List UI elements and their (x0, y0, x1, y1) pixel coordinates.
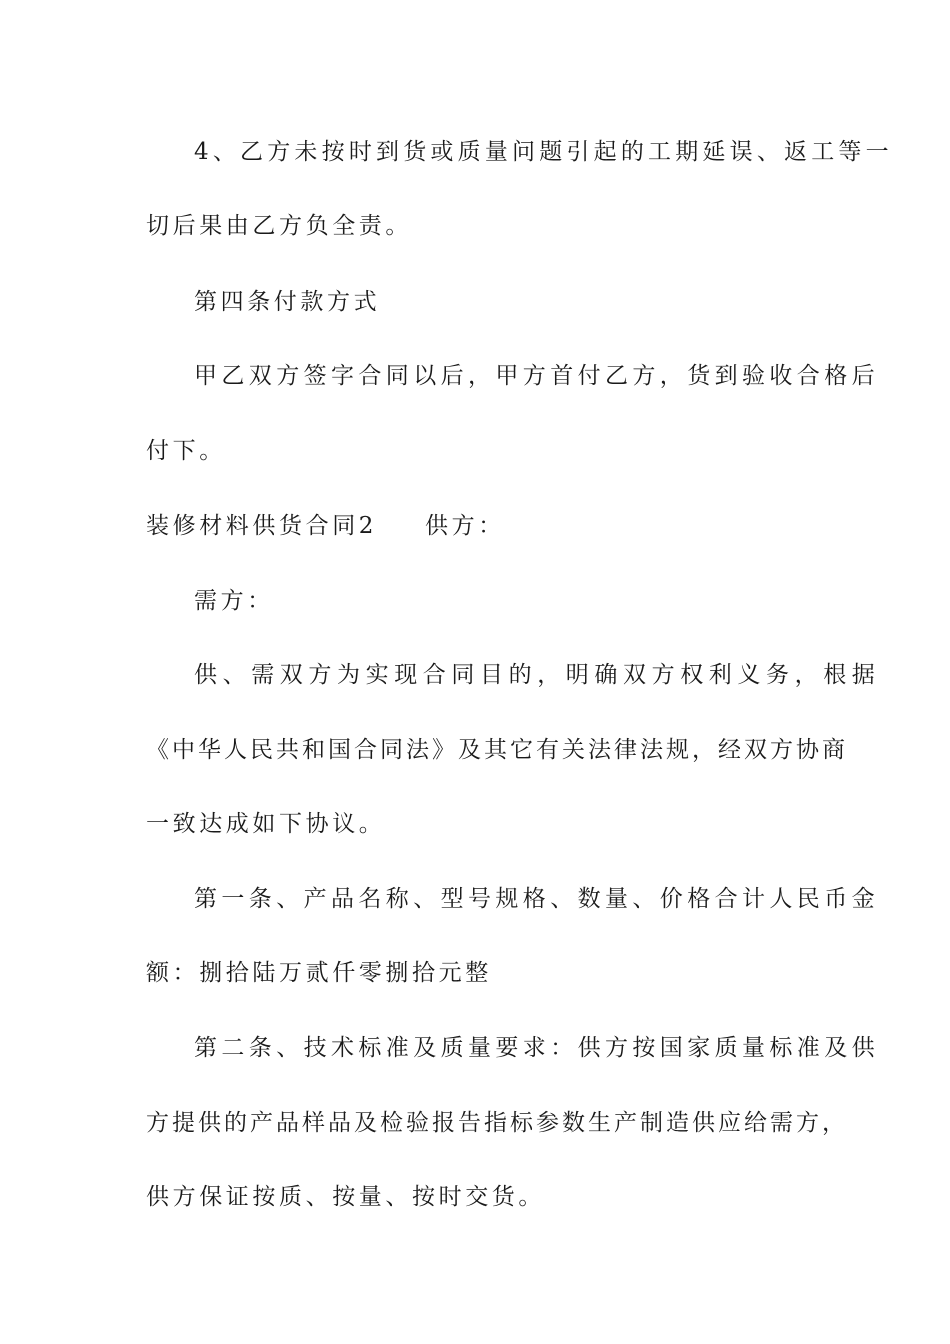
paragraph-line: 第二条、技术标准及质量要求：供方按国家质量标准及供 (194, 1035, 879, 1061)
contract-title: 装修材料供货合同2 (146, 513, 378, 539)
paragraph-line: 切后果由乙方负全责。 (146, 213, 412, 239)
section-heading: 第四条付款方式 (194, 289, 381, 315)
supplier-label: 供方： (425, 513, 505, 539)
paragraph-line: 甲乙双方签字合同以后，甲方首付乙方，货到验收合格后 (194, 363, 879, 389)
paragraph-line: 《中华人民共和国合同法》及其它有关法律法规，经双方协商 (146, 737, 848, 763)
paragraph-line: 供方保证按质、按量、按时交货。 (146, 1184, 545, 1210)
buyer-label: 需方： (194, 588, 274, 614)
paragraph-line: 方提供的产品样品及检验报告指标参数生产制造供应给需方， (146, 1110, 848, 1136)
paragraph-line: 一致达成如下协议。 (146, 811, 386, 837)
paragraph-line: 供、需双方为实现合同目的，明确双方权利义务，根据 (194, 662, 881, 688)
contract-title-line (146, 510, 806, 542)
paragraph-line: 第一条、产品名称、型号规格、数量、价格合计人民币金 (194, 886, 879, 912)
paragraph-line: 4、乙方未按时到货或质量问题引起的工期延误、返工等一 (194, 139, 893, 165)
paragraph-line: 额：捌拾陆万贰仟零捌拾元整 (146, 960, 492, 986)
paragraph-line: 付下。 (146, 438, 226, 464)
